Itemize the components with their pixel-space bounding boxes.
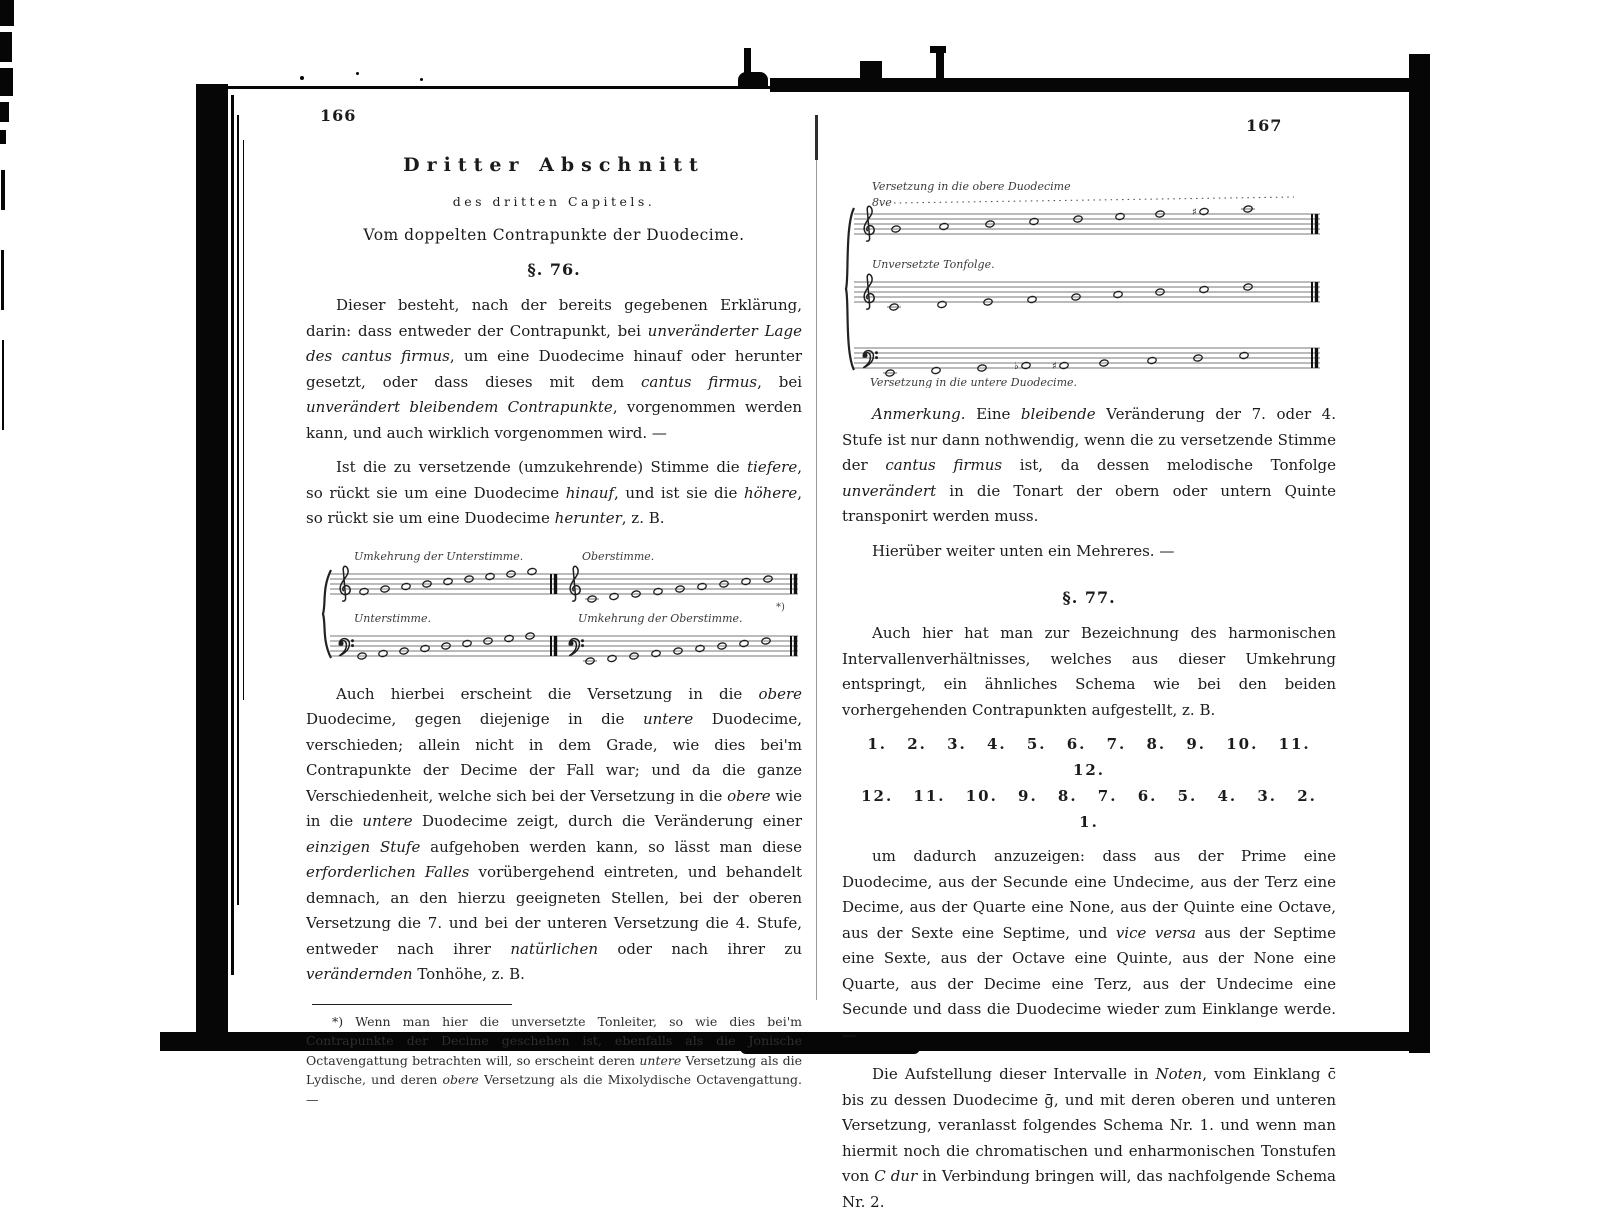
svg-text:♯: ♯ [1052, 361, 1057, 372]
paragraph-voice-rule: Ist die zu versetzende (umzukehrende) Stimme die tiefere, so rückt sie um eine Duodecime hinauf, und ist sie die höhere, so rückt sie um eine Duodecime herunter, z. B. [306, 458, 803, 527]
scan-artifact-tab [860, 61, 882, 89]
paragraph-comparison: Auch hierbei erscheint die Versetzung in die obere Duodecime, gegen diejenige in die untere Duodecime, verschieden; allein nicht in dem Grade, wie dies bei'm Contrapunkte der Decime der Fall war; und da die ganze Verschiedenheit, welche sich bei der Versetzung in die obere wie in die untere Duodecime zeigt, durch die Veränderung einer einzigen Stufe aufgehoben werden kann, so lässt man diese erforderlichen Falles vorübergehend eintreten, und behandelt demnach, an den hierzu geeigneten Stellen, bei der oberen Versetzung die 7. und bei der unteren Versetzung die 4. Stufe, entweder nach ihrer natürlichen oder nach ihrer zu verändernden Tonhöhe, z. B. [306, 684, 803, 983]
section-heading: Dritter Abschnitt [403, 154, 705, 176]
paragraph-interval-mapping: um dadurch anzuzeigen: dass aus der Prime eine Duodecime, aus der Secunde eine Undecime, aus der Terz eine Decime, aus der Quarte eine None, aus der Quinte eine Octave, aus der Sexte eine Septime, und vice versa aus der Septime eine Sexte, aus der Octave eine Quinte, aus der None eine Quarte, aus der Decime eine Terz, aus der Undecime eine Secunde und dass die Duodecime wieder zum Einklange werde. — [842, 847, 1336, 1044]
scan-speckle [300, 76, 304, 80]
paragraph-mark-77: §. 77. [1062, 588, 1116, 607]
svg-text:Versetzung in die untere Duode: Versetzung in die untere Duodecime. [870, 376, 1078, 388]
paragraph-hierueber: Hierüber weiter unten ein Mehreres. — [872, 541, 1175, 560]
page-right [842, 100, 1336, 1215]
page-number-left: 166 [320, 106, 357, 125]
book-edge-left [196, 84, 228, 1040]
footnote-text: *) Wenn man hier die unversetzte Tonleiter, so wie dies bei'm Contrapunkte der Decime geschehen ist, ebenfalls als die Jonische Octavengattung betrachten will, so erscheint deren untere Versetzung als die Lydische, und deren obere Versetzung als die Mixolydische Octavengattung. — [306, 1013, 803, 1107]
scan-artifact-film-edge [1, 170, 5, 210]
svg-text:Oberstimme.: Oberstimme. [582, 549, 655, 563]
page-edge-streak [243, 140, 244, 700]
scan-artifact-film-edge [0, 0, 14, 26]
music-example-inversion-staves [318, 544, 802, 668]
paragraph-schema-nr: Die Aufstellung dieser Intervalle in Noten, vom Einklang c̄ bis zu dessen Duodecime ḡ, und mit deren oberen und unteren Versetzung, veranlasst folgendes Schema Nr. 1. und wenn man hiermit noch die chromatischen und enharmonischen Tonstufen von C dur in Verbindung bringen will, das nachfolgende Schema Nr. 2. [842, 1065, 1336, 1211]
interval-schema-row-2: 12. 11. 10. 9. 8. 7. 6. 5. 4. 3. 2. 1. [861, 787, 1317, 831]
center-binding-line [816, 115, 817, 1000]
svg-text:Unterstimme.: Unterstimme. [354, 611, 431, 625]
center-binding-line [815, 115, 818, 160]
scan-artifact-film-edge [1, 250, 4, 310]
section-subheading: des dritten Capitels. [452, 194, 656, 209]
scan-speckle [356, 72, 359, 75]
page-edge-streak [231, 95, 234, 975]
footnote-rule [312, 1004, 512, 1005]
paragraph-mark-76: §. 76. [527, 260, 581, 279]
page-left [306, 100, 802, 1109]
paragraph-schema-intro: Auch hier hat man zur Bezeichnung des harmonischen Intervallenverhältnisses, welches aus dieser Umkehrung entspringt, ein ähnliches Schema wie bei den beiden vorhergehenden Contrapunkten aufgestellt, z. B. [842, 624, 1336, 719]
scan-artifact-film-edge [0, 130, 6, 144]
scan-artifact-tab [930, 46, 946, 53]
svg-text:♭: ♭ [1014, 361, 1019, 372]
scan-artifact-film-edge [0, 32, 12, 62]
scan-artifact-film-edge [0, 68, 13, 96]
scan-artifact-film-edge [0, 102, 9, 122]
scan-speckle [420, 78, 423, 81]
svg-text:Unversetzte Tonfolge.: Unversetzte Tonfolge. [872, 258, 995, 271]
chapter-title: Vom doppelten Contrapunkte der Duodecime. [363, 226, 745, 244]
paragraph-anmerkung: Anmerkung. Eine bleibende Veränderung der 7. oder 4. Stufe ist nur dann nothwendig, wenn die zu versetzende Stimme der cantus firmus ist, da dessen melodische Tonfolge unverändert in die Tonart der obern oder untern Quinte transponirt werden muss. [842, 405, 1336, 525]
page-edge-streak [237, 115, 239, 905]
scan-artifact-film-edge [2, 340, 4, 430]
paragraph-definition: Dieser besteht, nach der bereits gegebenen Erklärung, darin: dass entweder der Contrapunkt, bei unveränderter Lage des cantus firmus, um eine Duodecime hinauf oder herunter gesetzt, oder dass dieses mit dem cantus firmus, bei unverändert bleibendem Contrapunkte, vorgenommen werden kann, und auch wirklich vorgenommen wird. — [306, 296, 803, 442]
music-example-duodecime-staves [842, 180, 1326, 388]
book-edge-right [1409, 54, 1430, 1053]
page-number-right: 167 [1246, 116, 1283, 135]
svg-text:Umkehrung der Unterstimme.: Umkehrung der Unterstimme. [354, 549, 524, 563]
svg-text:8ve: 8ve [872, 196, 892, 209]
svg-text:Umkehrung der Oberstimme.: Umkehrung der Oberstimme. [578, 611, 743, 625]
scan-artifact-tab [738, 72, 768, 88]
svg-text:*): *) [776, 601, 785, 613]
interval-schema-row-1: 1. 2. 3. 4. 5. 6. 7. 8. 9. 10. 11. 12. [867, 735, 1311, 779]
svg-text:Versetzung in die obere Duodec: Versetzung in die obere Duodecime [872, 180, 1071, 193]
svg-text:♯: ♯ [1192, 207, 1197, 218]
